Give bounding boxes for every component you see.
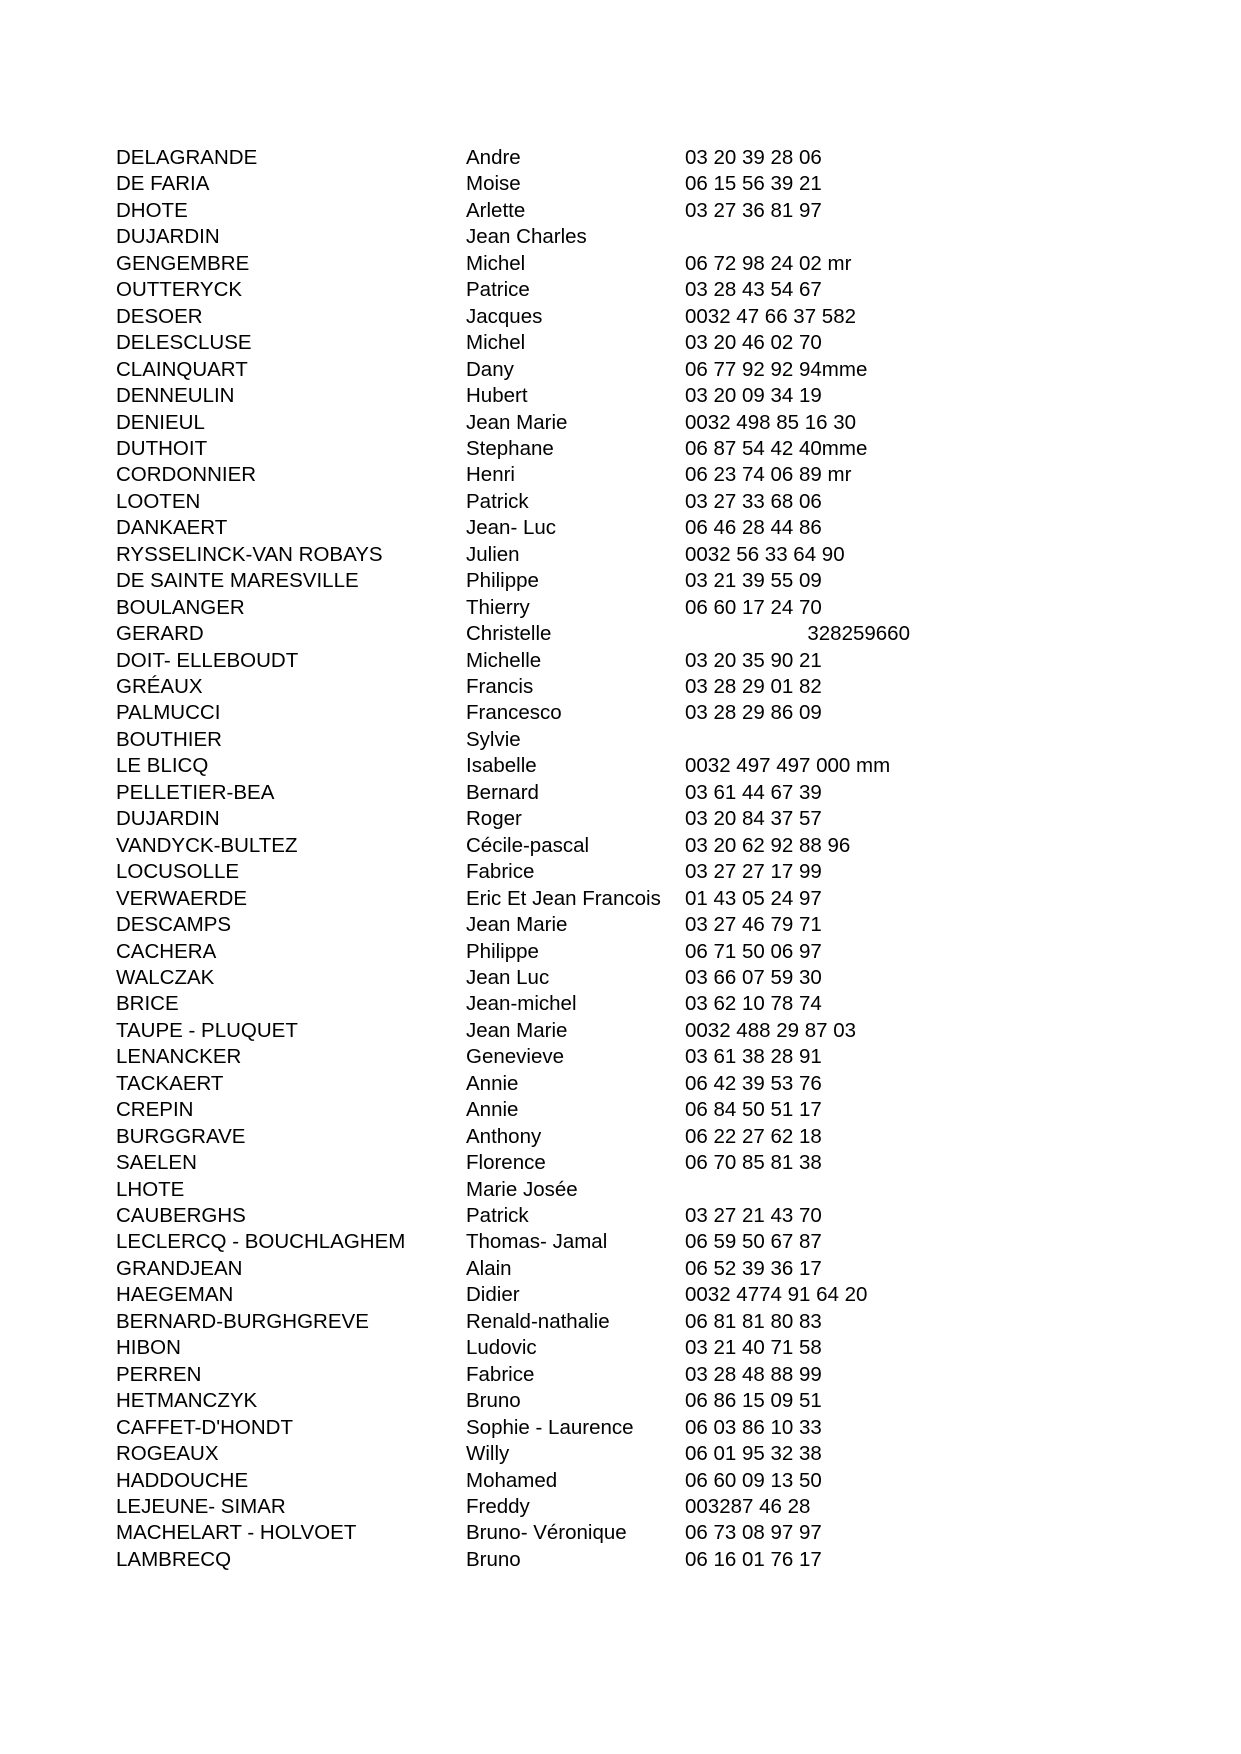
- first-name-cell: Florence: [466, 1151, 546, 1175]
- table-row: [0, 357, 1241, 384]
- first-name-cell: Jean- Luc: [466, 516, 557, 540]
- table-row: [0, 1309, 1241, 1336]
- table-row: [0, 991, 1241, 1018]
- first-name-cell: Roger: [466, 807, 522, 831]
- table-row: [0, 198, 1241, 225]
- last-name-cell: DUJARDIN: [116, 225, 220, 249]
- phone-cell: 03 27 36 81 97: [685, 198, 822, 222]
- first-name-cell: Jean Luc: [466, 965, 550, 989]
- last-name-cell: CACHERA: [116, 939, 217, 963]
- table-row: [0, 1362, 1241, 1389]
- phone-cell: 03 21 40 71 58: [685, 1336, 822, 1360]
- last-name-cell: DOIT- ELLEBOUDT: [116, 648, 299, 672]
- first-name-cell: Patrick: [466, 489, 529, 513]
- phone-cell: 06 70 85 81 38: [685, 1151, 822, 1175]
- phone-cell: 06 52 39 36 17: [685, 1256, 822, 1280]
- table-row: [0, 595, 1241, 622]
- table-row: [0, 1547, 1241, 1574]
- last-name-cell: HIBON: [116, 1336, 181, 1360]
- first-name-cell: Christelle: [466, 622, 552, 646]
- first-name-cell: Thierry: [466, 595, 530, 619]
- phone-cell: 003287 46 28: [685, 1494, 811, 1518]
- phone-cell: 03 27 46 79 71: [685, 913, 822, 937]
- first-name-cell: Willy: [466, 1442, 510, 1466]
- phone-cell: 0032 4774 91 64 20: [685, 1283, 868, 1307]
- last-name-cell: DE SAINTE MARESVILLE: [116, 569, 359, 593]
- table-row: [0, 145, 1241, 172]
- table-row: [0, 859, 1241, 886]
- first-name-cell: Jacques: [466, 304, 543, 328]
- first-name-cell: Michel: [466, 251, 526, 275]
- phone-cell: 03 27 21 43 70: [685, 1204, 822, 1227]
- last-name-cell: BERNARD-BURGHGREVE: [116, 1309, 369, 1333]
- phone-cell: 01 43 05 24 97: [685, 886, 822, 910]
- first-name-cell: Eric Et Jean Francois: [466, 886, 661, 910]
- table-row: [0, 1124, 1241, 1151]
- phone-cell: 06 72 98 24 02 mr: [685, 251, 852, 275]
- last-name-cell: DE FARIA: [116, 172, 210, 196]
- first-name-cell: Bernard: [466, 780, 539, 804]
- phone-cell: 03 20 84 37 57: [685, 807, 822, 831]
- table-row: [0, 674, 1241, 701]
- table-row: [0, 1177, 1241, 1204]
- phone-cell: 06 46 28 44 86: [685, 516, 822, 540]
- first-name-cell: Patrice: [466, 278, 530, 302]
- first-name-cell: Isabelle: [466, 754, 537, 778]
- table-row: [0, 1468, 1241, 1495]
- last-name-cell: HADDOUCHE: [116, 1468, 249, 1492]
- first-name-cell: Renald-nathalie: [466, 1309, 610, 1333]
- phone-cell: 06 84 50 51 17: [685, 1098, 822, 1122]
- last-name-cell: LAMBRECQ: [116, 1547, 232, 1571]
- last-name-cell: GRÉAUX: [116, 675, 203, 698]
- phone-cell: 06 60 17 24 70: [685, 595, 822, 619]
- phone-cell: 06 71 50 06 97: [685, 939, 822, 963]
- last-name-cell: GERARD: [116, 622, 204, 646]
- phone-cell: 03 28 29 01 82: [685, 675, 822, 698]
- first-name-cell: Annie: [466, 1098, 519, 1122]
- last-name-cell: MACHELART - HOLVOET: [116, 1521, 357, 1545]
- first-name-cell: Michel: [466, 331, 526, 355]
- first-name-cell: Jean Marie: [466, 1018, 568, 1042]
- phone-cell: 06 81 81 80 83: [685, 1309, 822, 1333]
- phone-cell: 06 16 01 76 17: [685, 1547, 822, 1571]
- phone-cell: 0032 488 29 87 03: [685, 1018, 856, 1042]
- last-name-cell: WALCZAK: [116, 965, 215, 989]
- phone-cell: 06 23 74 06 89 mr: [685, 463, 852, 487]
- last-name-cell: CAFFET-D'HONDT: [116, 1415, 294, 1439]
- last-name-cell: HETMANCZYK: [116, 1389, 258, 1413]
- first-name-cell: Francis: [466, 675, 534, 698]
- first-name-cell: Annie: [466, 1071, 519, 1095]
- table-row: [0, 1335, 1241, 1362]
- phone-cell: 06 01 95 32 38: [685, 1442, 822, 1466]
- first-name-cell: Didier: [466, 1283, 520, 1307]
- table-row: [0, 515, 1241, 542]
- table-row: [0, 1044, 1241, 1071]
- phone-cell: 328259660: [807, 622, 910, 646]
- table-row: [0, 410, 1241, 437]
- table-row: [0, 542, 1241, 569]
- last-name-cell: DENNEULIN: [116, 384, 235, 408]
- last-name-cell: PALMUCCI: [116, 701, 221, 725]
- first-name-cell: Anthony: [466, 1124, 542, 1148]
- table-row: [0, 1441, 1241, 1468]
- table-row: [0, 1150, 1241, 1177]
- table-row: [0, 700, 1241, 727]
- table-row: [0, 1256, 1241, 1283]
- table-row: [0, 886, 1241, 913]
- table-row: [0, 939, 1241, 966]
- last-name-cell: BOUTHIER: [116, 727, 222, 751]
- table-row: [0, 489, 1241, 516]
- first-name-cell: Patrick: [466, 1204, 529, 1227]
- table-row: [0, 330, 1241, 357]
- table-row: [0, 806, 1241, 833]
- phone-cell: 03 61 44 67 39: [685, 780, 822, 804]
- last-name-cell: LOOTEN: [116, 489, 201, 513]
- last-name-cell: DESCAMPS: [116, 913, 232, 937]
- last-name-cell: LHOTE: [116, 1177, 185, 1201]
- phone-cell: 06 86 15 09 51: [685, 1389, 822, 1413]
- first-name-cell: Sylvie: [466, 727, 521, 751]
- first-name-cell: Philippe: [466, 939, 539, 963]
- table-row: [0, 568, 1241, 595]
- table-row: [0, 1415, 1241, 1442]
- last-name-cell: VERWAERDE: [116, 886, 247, 910]
- table-row: [0, 462, 1241, 489]
- first-name-cell: Thomas- Jamal: [466, 1230, 608, 1254]
- last-name-cell: OUTTERYCK: [116, 278, 243, 302]
- last-name-cell: DANKAERT: [116, 516, 228, 540]
- first-name-cell: Hubert: [466, 384, 528, 408]
- first-name-cell: Fabrice: [466, 860, 535, 884]
- table-row: [0, 753, 1241, 780]
- table-row: [0, 1071, 1241, 1098]
- first-name-cell: Henri: [466, 463, 515, 487]
- table-row: [0, 648, 1241, 675]
- last-name-cell: RYSSELINCK-VAN ROBAYS: [116, 542, 383, 566]
- table-row: [0, 833, 1241, 860]
- table-row: [0, 1520, 1241, 1547]
- last-name-cell: CLAINQUART: [116, 357, 248, 381]
- last-name-cell: DELAGRANDE: [116, 146, 258, 169]
- first-name-cell: Bruno: [466, 1389, 521, 1413]
- phone-cell: 03 28 43 54 67: [685, 278, 822, 302]
- first-name-cell: Jean Charles: [466, 225, 587, 249]
- phone-cell: 03 66 07 59 30: [685, 965, 822, 989]
- last-name-cell: TAUPE - PLUQUET: [116, 1018, 298, 1042]
- first-name-cell: Arlette: [466, 198, 526, 222]
- first-name-cell: Michelle: [466, 648, 542, 672]
- last-name-cell: HAEGEMAN: [116, 1283, 234, 1307]
- phone-cell: 06 15 56 39 21: [685, 172, 822, 196]
- last-name-cell: CAUBERGHS: [116, 1204, 246, 1227]
- phone-cell: 03 20 35 90 21: [685, 648, 822, 672]
- table-row: [0, 727, 1241, 754]
- phone-cell: 06 59 50 67 87: [685, 1230, 822, 1254]
- last-name-cell: BURGGRAVE: [116, 1124, 246, 1148]
- table-row: [0, 1388, 1241, 1415]
- last-name-cell: DESOER: [116, 304, 203, 328]
- last-name-cell: TACKAERT: [116, 1071, 224, 1095]
- phone-cell: 03 27 33 68 06: [685, 489, 822, 513]
- first-name-cell: Francesco: [466, 701, 562, 725]
- phone-cell: 06 77 92 92 94mme: [685, 357, 868, 381]
- phone-cell: 06 87 54 42 40mme: [685, 436, 868, 460]
- table-row: [0, 436, 1241, 463]
- last-name-cell: LEJEUNE- SIMAR: [116, 1494, 286, 1518]
- last-name-cell: DUJARDIN: [116, 807, 220, 831]
- phone-cell: 03 21 39 55 09: [685, 569, 822, 593]
- first-name-cell: Freddy: [466, 1494, 530, 1518]
- table-row: [0, 1203, 1241, 1230]
- table-row: [0, 621, 1241, 648]
- first-name-cell: Mohamed: [466, 1468, 558, 1492]
- last-name-cell: DELESCLUSE: [116, 331, 252, 355]
- first-name-cell: Alain: [466, 1256, 512, 1280]
- last-name-cell: VANDYCK-BULTEZ: [116, 833, 298, 857]
- last-name-cell: LE BLICQ: [116, 754, 209, 778]
- last-name-cell: ROGEAUX: [116, 1442, 219, 1466]
- phone-cell: 06 42 39 53 76: [685, 1071, 822, 1095]
- last-name-cell: DHOTE: [116, 198, 188, 222]
- first-name-cell: Jean Marie: [466, 410, 568, 434]
- phone-cell: 03 61 38 28 91: [685, 1045, 822, 1069]
- table-row: [0, 1494, 1241, 1521]
- phone-cell: 06 03 86 10 33: [685, 1415, 822, 1439]
- table-row: [0, 1018, 1241, 1045]
- last-name-cell: DUTHOIT: [116, 436, 208, 460]
- last-name-cell: BRICE: [116, 992, 179, 1016]
- first-name-cell: Jean-michel: [466, 992, 577, 1016]
- last-name-cell: GENGEMBRE: [116, 251, 250, 275]
- phone-cell: 0032 497 497 000 mm: [685, 754, 891, 778]
- last-name-cell: CREPIN: [116, 1098, 194, 1122]
- table-row: [0, 224, 1241, 251]
- last-name-cell: BOULANGER: [116, 595, 245, 619]
- table-row: [0, 251, 1241, 278]
- phone-cell: 0032 498 85 16 30: [685, 410, 856, 434]
- phone-cell: 06 73 08 97 97: [685, 1521, 822, 1545]
- first-name-cell: Bruno- Véronique: [466, 1521, 627, 1545]
- table-row: [0, 1229, 1241, 1256]
- table-row: [0, 1282, 1241, 1309]
- table-row: [0, 965, 1241, 992]
- first-name-cell: Cécile-pascal: [466, 833, 590, 857]
- table-row: [0, 912, 1241, 939]
- table-row: [0, 1097, 1241, 1124]
- first-name-cell: Stephane: [466, 436, 554, 460]
- last-name-cell: PERREN: [116, 1362, 202, 1386]
- phone-cell: 06 60 09 13 50: [685, 1468, 822, 1492]
- phone-cell: 03 27 27 17 99: [685, 860, 822, 884]
- phone-cell: 0032 56 33 64 90: [685, 542, 845, 566]
- first-name-cell: Genevieve: [466, 1045, 565, 1069]
- first-name-cell: Ludovic: [466, 1336, 537, 1360]
- phone-cell: 03 62 10 78 74: [685, 992, 822, 1016]
- first-name-cell: Philippe: [466, 569, 539, 593]
- first-name-cell: Andre: [466, 146, 521, 169]
- table-row: [0, 277, 1241, 304]
- last-name-cell: DENIEUL: [116, 410, 205, 434]
- table-row: [0, 304, 1241, 331]
- first-name-cell: Sophie - Laurence: [466, 1415, 634, 1439]
- phone-cell: 06 22 27 62 18: [685, 1124, 822, 1148]
- last-name-cell: PELLETIER-BEA: [116, 780, 275, 804]
- phone-cell: 03 28 29 86 09: [685, 701, 822, 725]
- phone-cell: 03 20 39 28 06: [685, 146, 822, 169]
- phone-cell: 03 20 46 02 70: [685, 331, 822, 355]
- first-name-cell: Julien: [466, 542, 520, 566]
- phone-cell: 03 20 09 34 19: [685, 384, 822, 408]
- last-name-cell: LENANCKER: [116, 1045, 242, 1069]
- first-name-cell: Jean Marie: [466, 913, 568, 937]
- first-name-cell: Bruno: [466, 1547, 521, 1571]
- phone-cell: 03 28 48 88 99: [685, 1362, 822, 1386]
- last-name-cell: LECLERCQ - BOUCHLAGHEM: [116, 1230, 406, 1254]
- last-name-cell: SAELEN: [116, 1151, 197, 1175]
- table-row: [0, 171, 1241, 198]
- last-name-cell: LOCUSOLLE: [116, 860, 240, 884]
- table-row: [0, 383, 1241, 410]
- last-name-cell: GRANDJEAN: [116, 1256, 243, 1280]
- phone-cell: 03 20 62 92 88 96: [685, 833, 851, 857]
- first-name-cell: Moise: [466, 172, 521, 196]
- last-name-cell: CORDONNIER: [116, 463, 257, 487]
- phone-cell: 0032 47 66 37 582: [685, 304, 856, 328]
- first-name-cell: Fabrice: [466, 1362, 535, 1386]
- table-row: [0, 780, 1241, 807]
- first-name-cell: Dany: [466, 357, 514, 381]
- first-name-cell: Marie Josée: [466, 1177, 578, 1201]
